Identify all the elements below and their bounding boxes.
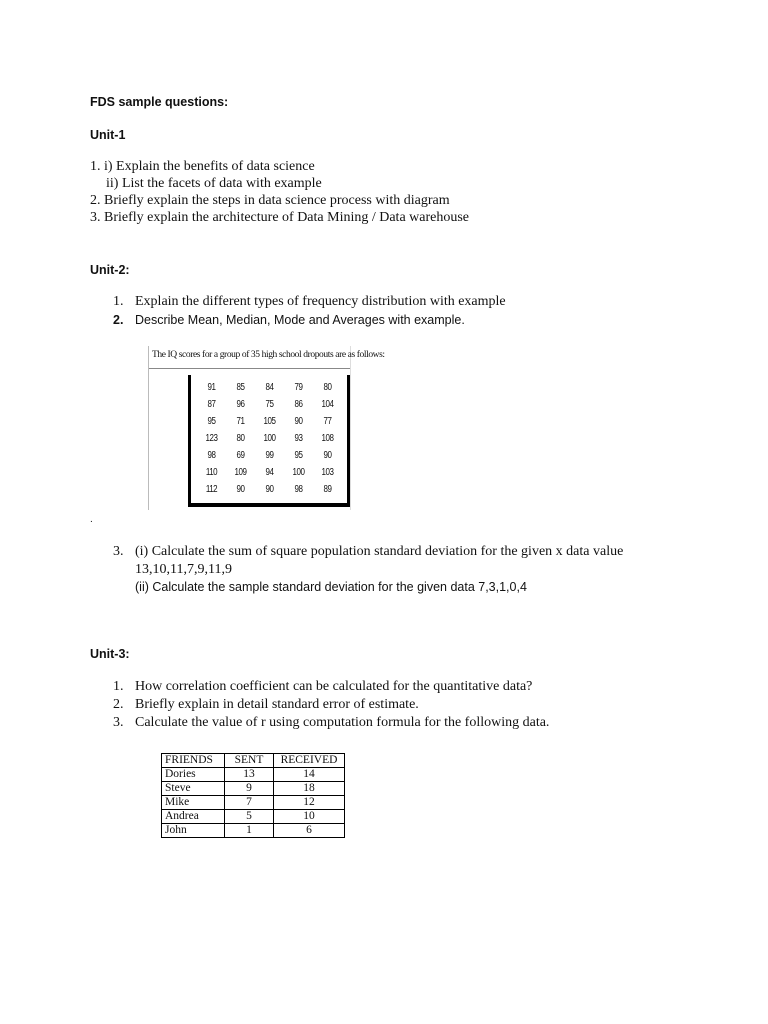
sent-cell: 7 <box>225 796 274 810</box>
iq-row <box>197 447 342 464</box>
iq-score-cell: 84 <box>265 382 274 393</box>
table-row <box>162 796 345 810</box>
sent-cell: 13 <box>225 768 274 782</box>
question-text: Calculate the value of r using computation formula for the following data. <box>135 715 550 730</box>
iq-score-cell: 94 <box>265 467 274 478</box>
unit-2-question-3-values: 13,10,11,7,9,11,9 <box>135 562 232 577</box>
iq-row <box>197 481 342 498</box>
friend-name-cell: Mike <box>162 796 225 810</box>
friend-name-cell: Steve <box>162 782 225 796</box>
question-text: How correlation coefficient can be calculated for the quantitative data? <box>135 679 533 694</box>
received-cell: 18 <box>274 782 345 796</box>
received-cell: 6 <box>274 824 345 838</box>
iq-score-cell: 110 <box>205 467 218 478</box>
iq-scores-box <box>188 375 350 507</box>
question-text: (i) Calculate the sum of square population standard deviation for the given x data value <box>135 544 624 559</box>
iq-score-cell: 90 <box>236 484 245 495</box>
sent-cell: 5 <box>225 810 274 824</box>
question-number: 1. <box>113 679 124 694</box>
iq-scores-table <box>197 379 342 498</box>
table-row <box>162 768 345 782</box>
unit-1-heading: Unit-1 <box>90 128 126 142</box>
iq-row <box>197 379 342 396</box>
column-header-friends: FRIENDS <box>162 754 225 768</box>
received-cell: 14 <box>274 768 345 782</box>
iq-score-cell: 85 <box>236 382 245 393</box>
unit-3-question-1 <box>113 678 532 695</box>
table-row <box>162 782 345 796</box>
iq-score-cell: 105 <box>263 416 276 427</box>
unit-3-heading: Unit-3: <box>90 647 130 661</box>
iq-score-cell: 95 <box>207 416 216 427</box>
received-cell: 10 <box>274 810 345 824</box>
iq-score-cell: 80 <box>323 382 332 393</box>
iq-score-cell: 86 <box>294 399 303 410</box>
iq-score-cell: 90 <box>323 450 332 461</box>
iq-score-cell: 98 <box>207 450 216 461</box>
unit-2-heading: Unit-2: <box>90 263 130 277</box>
iq-score-cell: 71 <box>236 416 245 427</box>
iq-score-cell: 91 <box>207 382 216 393</box>
iq-score-cell: 90 <box>294 416 303 427</box>
friend-name-cell: Dories <box>162 768 225 782</box>
friend-name-cell: Andrea <box>162 810 225 824</box>
iq-score-cell: 100 <box>292 467 305 478</box>
iq-row <box>197 430 342 447</box>
unit-1-question-1-ii: ii) List the facets of data with example <box>106 176 322 191</box>
iq-score-cell: 100 <box>263 433 276 444</box>
received-cell: 12 <box>274 796 345 810</box>
unit-2-question-3-ii: (ii) Calculate the sample standard deviation for the given data 7,3,1,0,4 <box>135 580 527 594</box>
unit-1-question-3: 3. Briefly explain the architecture of Data Mining / Data warehouse <box>90 210 470 225</box>
iq-score-cell: 99 <box>265 450 274 461</box>
iq-score-cell: 112 <box>205 484 218 495</box>
iq-score-cell: 90 <box>265 484 274 495</box>
iq-score-cell: 69 <box>236 450 245 461</box>
question-number: 2. <box>113 313 124 327</box>
iq-score-cell: 75 <box>265 399 274 410</box>
table-header-row <box>162 754 345 768</box>
iq-figure-caption: The IQ scores for a group of 35 high school dropouts are as follows: <box>152 350 385 360</box>
question-number: 3. <box>113 544 124 559</box>
question-number: 1. <box>113 294 124 309</box>
question-text: Explain the different types of frequency distribution with example <box>135 294 506 309</box>
question-text: Describe Mean, Median, Mode and Averages with example. <box>135 313 465 327</box>
unit-2-question-2 <box>113 312 465 329</box>
unit-1-question-2: 2. Briefly explain the steps in data science process with diagram <box>90 193 450 208</box>
iq-score-cell: 89 <box>323 484 332 495</box>
question-text: Briefly explain in detail standard error of estimate. <box>135 697 419 712</box>
unit-1-question-1-i: 1. i) Explain the benefits of data science <box>90 159 315 174</box>
iq-score-cell: 93 <box>294 433 303 444</box>
iq-row <box>197 396 342 413</box>
iq-score-cell: 77 <box>323 416 332 427</box>
friends-table <box>161 753 345 838</box>
question-number: 3. <box>113 715 124 730</box>
iq-scores-figure <box>148 346 385 510</box>
table-row <box>162 824 345 838</box>
iq-score-cell: 80 <box>236 433 245 444</box>
column-header-sent: SENT <box>225 754 274 768</box>
iq-score-cell: 95 <box>294 450 303 461</box>
iq-score-cell: 96 <box>236 399 245 410</box>
stray-dot: . <box>90 514 93 525</box>
iq-score-cell: 79 <box>294 382 303 393</box>
column-header-received: RECEIVED <box>274 754 345 768</box>
unit-3-question-2 <box>113 696 419 713</box>
unit-3-question-3 <box>113 714 549 731</box>
unit-2-question-1 <box>113 293 506 310</box>
sent-cell: 1 <box>225 824 274 838</box>
iq-score-cell: 109 <box>234 467 247 478</box>
iq-score-cell: 104 <box>321 399 334 410</box>
iq-row <box>197 464 342 481</box>
sent-cell: 9 <box>225 782 274 796</box>
iq-score-cell: 103 <box>321 467 334 478</box>
iq-score-cell: 87 <box>207 399 216 410</box>
caption-divider <box>149 368 350 369</box>
table-row <box>162 810 345 824</box>
iq-score-cell: 98 <box>294 484 303 495</box>
friend-name-cell: John <box>162 824 225 838</box>
unit-2-question-3-i <box>113 543 623 560</box>
page-title: FDS sample questions: <box>90 95 229 109</box>
question-number: 2. <box>113 697 124 712</box>
iq-score-cell: 123 <box>205 433 218 444</box>
iq-row <box>197 413 342 430</box>
iq-score-cell: 108 <box>321 433 334 444</box>
